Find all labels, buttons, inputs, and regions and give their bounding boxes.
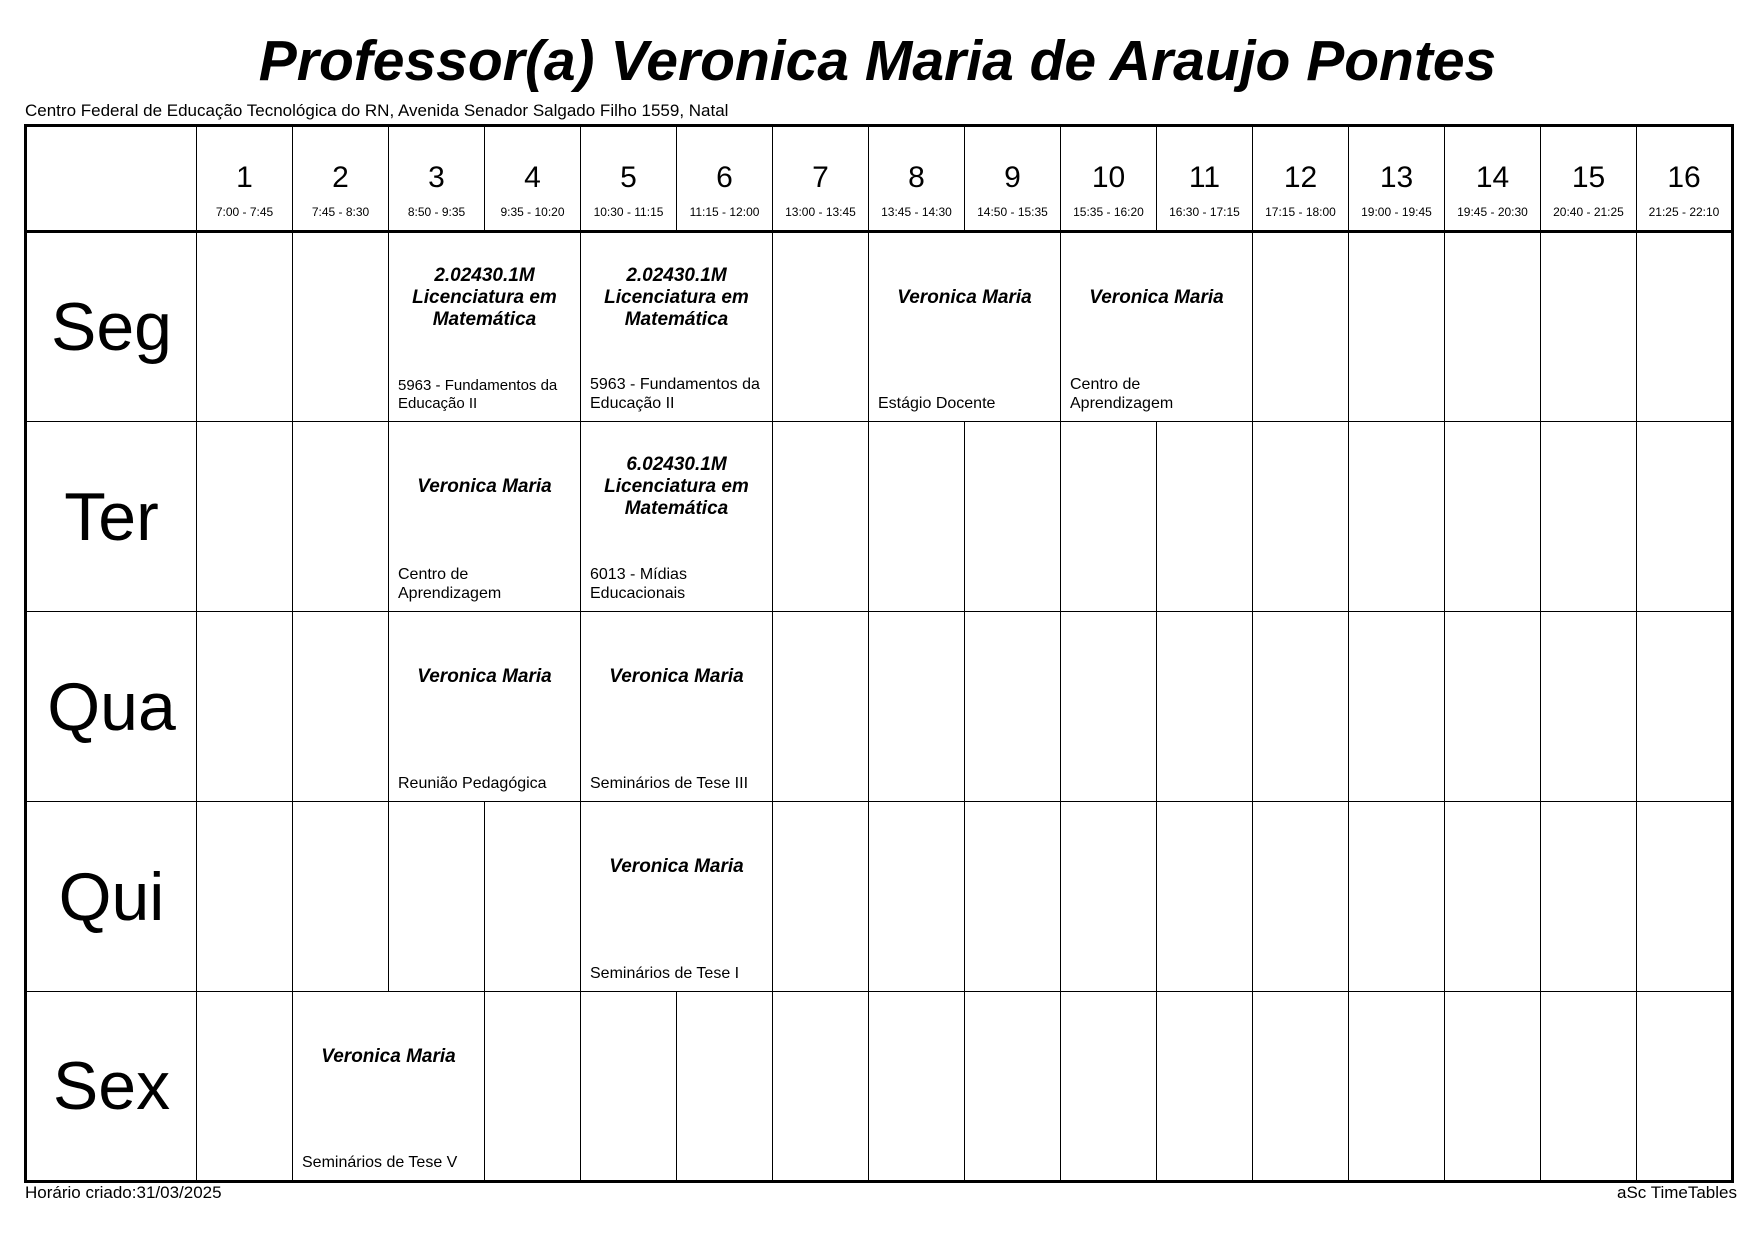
period-time: 10:30 - 11:15	[593, 205, 664, 219]
period-time: 7:00 - 7:45	[215, 205, 274, 219]
period-time: 15:35 - 16:20	[1073, 205, 1144, 219]
empty-slot	[773, 992, 869, 1182]
period-number: 2	[332, 161, 349, 194]
period-time: 19:45 - 20:30	[1457, 205, 1528, 219]
empty-slot	[677, 992, 773, 1182]
empty-slot	[965, 802, 1061, 992]
empty-slot	[1445, 992, 1541, 1182]
empty-slot	[1061, 992, 1157, 1182]
empty-slot	[1637, 422, 1733, 612]
period-time: 11:15 - 12:00	[689, 205, 760, 219]
page-title: Professor(a) Veronica Maria de Araujo Pontes	[258, 29, 1497, 93]
period-time: 7:45 - 8:30	[311, 205, 370, 219]
empty-slot	[197, 612, 293, 802]
lesson-heading-text: Veronica Maria	[417, 666, 552, 687]
period-header-7	[773, 126, 869, 232]
period-time: 16:30 - 17:15	[1169, 205, 1240, 219]
lesson-cell[interactable]	[581, 422, 773, 612]
lesson-cell[interactable]	[1061, 232, 1253, 422]
period-number: 6	[716, 161, 733, 194]
empty-slot	[1349, 802, 1445, 992]
period-number: 4	[524, 161, 541, 194]
empty-slot	[1157, 422, 1253, 612]
period-time: 13:00 - 13:45	[785, 205, 856, 219]
empty-slot	[1253, 422, 1349, 612]
empty-slot	[1541, 422, 1637, 612]
lesson-cell[interactable]	[581, 612, 773, 802]
lesson-heading-text: 6.02430.1M Licenciatura em Matemática	[604, 454, 749, 519]
empty-slot	[773, 232, 869, 422]
empty-slot	[869, 802, 965, 992]
lesson-heading	[393, 612, 576, 742]
day-label: Ter	[26, 422, 197, 612]
lesson-detail: 5963 - Fundamentos da Educação II	[398, 377, 558, 412]
period-header-9	[965, 126, 1061, 232]
period-number: 7	[812, 161, 829, 194]
period-header-11	[1157, 126, 1253, 232]
empty-slot	[293, 612, 389, 802]
empty-slot	[581, 992, 677, 1182]
empty-slot	[197, 422, 293, 612]
empty-slot	[1637, 232, 1733, 422]
day-row-qua	[26, 612, 1733, 802]
period-number: 10	[1091, 161, 1126, 194]
period-header-3	[389, 126, 485, 232]
period-time: 21:25 - 22:10	[1648, 205, 1720, 219]
period-time: 13:45 - 14:30	[881, 205, 952, 219]
lesson-heading	[585, 802, 768, 932]
empty-slot	[1541, 612, 1637, 802]
period-number: 9	[1004, 161, 1021, 194]
empty-slot	[293, 802, 389, 992]
empty-slot	[965, 612, 1061, 802]
period-header-5	[581, 126, 677, 232]
empty-slot	[965, 422, 1061, 612]
empty-slot	[869, 992, 965, 1182]
period-number: 8	[908, 161, 925, 194]
period-number: 16	[1667, 161, 1701, 194]
lesson-heading-text: Veronica Maria	[321, 1046, 456, 1067]
empty-slot	[869, 612, 965, 802]
institution-address: Centro Federal de Educação Tecnológica do RN, Avenida Senador Salgado Filho 1559, Natal	[25, 101, 729, 120]
empty-slot	[1445, 802, 1541, 992]
lesson-heading	[585, 612, 768, 742]
empty-slot	[1541, 802, 1637, 992]
lesson-detail: Seminários de Tese I	[590, 965, 740, 982]
period-header-row	[26, 126, 1733, 232]
period-number: 5	[620, 161, 637, 194]
lesson-cell[interactable]	[581, 802, 773, 992]
lesson-heading	[585, 233, 768, 363]
period-number: 1	[236, 161, 253, 194]
period-header-4	[485, 126, 581, 232]
period-time: 19:00 - 19:45	[1361, 205, 1432, 219]
lesson-heading-text: 2.02430.1M Licenciatura em Matemática	[412, 265, 557, 330]
empty-slot	[1349, 422, 1445, 612]
period-time: 14:50 - 15:35	[977, 205, 1048, 219]
day-label: Seg	[26, 232, 197, 422]
empty-slot	[1541, 232, 1637, 422]
lesson-detail: Seminários de Tese III	[590, 775, 749, 792]
lesson-detail: Centro de Aprendizagem	[1070, 376, 1174, 412]
empty-slot	[485, 802, 581, 992]
lesson-cell[interactable]	[389, 612, 581, 802]
empty-slot	[1349, 232, 1445, 422]
lesson-cell[interactable]	[389, 232, 581, 422]
lesson-heading	[873, 233, 1056, 363]
empty-slot	[1061, 802, 1157, 992]
period-header-2	[293, 126, 389, 232]
empty-slot	[293, 232, 389, 422]
period-header-13	[1349, 126, 1445, 232]
lesson-heading-text: Veronica Maria	[417, 476, 552, 497]
period-number: 12	[1283, 161, 1318, 194]
empty-slot	[1541, 992, 1637, 1182]
empty-slot	[773, 612, 869, 802]
period-header-10	[1061, 126, 1157, 232]
empty-slot	[1445, 232, 1541, 422]
corner-cell	[26, 126, 197, 232]
lesson-cell[interactable]	[389, 422, 581, 612]
empty-slot	[1445, 422, 1541, 612]
software-credit: aSc TimeTables	[1617, 1183, 1737, 1202]
period-number: 11	[1188, 161, 1221, 194]
day-label: Qui	[26, 802, 197, 992]
empty-slot	[773, 422, 869, 612]
period-header-6	[677, 126, 773, 232]
empty-slot	[1637, 612, 1733, 802]
day-row-sex	[26, 992, 1733, 1182]
empty-slot	[1637, 802, 1733, 992]
empty-slot	[1061, 612, 1157, 802]
period-header-1	[197, 126, 293, 232]
empty-slot	[197, 802, 293, 992]
lesson-heading	[585, 422, 768, 552]
empty-slot	[773, 802, 869, 992]
empty-slot	[1637, 992, 1733, 1182]
lesson-detail: Estágio Docente	[878, 395, 996, 412]
empty-slot	[485, 992, 581, 1182]
lesson-heading	[297, 992, 480, 1122]
day-label: Sex	[26, 992, 197, 1182]
lesson-cell[interactable]	[293, 992, 485, 1182]
empty-slot	[1157, 992, 1253, 1182]
lesson-heading-text: Veronica Maria	[1089, 287, 1224, 308]
empty-slot	[1445, 612, 1541, 802]
period-time: 8:50 - 9:35	[407, 205, 466, 219]
period-time: 17:15 - 18:00	[1265, 205, 1336, 219]
period-number: 13	[1379, 161, 1414, 194]
period-header-14	[1445, 126, 1541, 232]
lesson-detail: Centro de Aprendizagem	[398, 566, 502, 602]
lesson-heading-text: Veronica Maria	[609, 666, 744, 687]
period-header-8	[869, 126, 965, 232]
period-time: 20:40 - 21:25	[1553, 205, 1624, 219]
period-header-12	[1253, 126, 1349, 232]
lesson-detail: 5963 - Fundamentos da Educação II	[590, 376, 760, 412]
day-row-ter	[26, 422, 1733, 612]
empty-slot	[1157, 802, 1253, 992]
empty-slot	[1253, 992, 1349, 1182]
empty-slot	[1349, 992, 1445, 1182]
lesson-heading	[393, 233, 576, 363]
lesson-detail: 6013 - Mídias Educacionais	[590, 566, 687, 602]
empty-slot	[1061, 422, 1157, 612]
empty-slot	[1253, 612, 1349, 802]
empty-slot	[197, 232, 293, 422]
empty-slot	[293, 422, 389, 612]
empty-slot	[1157, 612, 1253, 802]
lesson-heading-text: 2.02430.1M Licenciatura em Matemática	[604, 265, 749, 330]
empty-slot	[197, 992, 293, 1182]
lesson-cell[interactable]	[581, 232, 773, 422]
lesson-heading	[393, 422, 576, 552]
period-number: 15	[1571, 161, 1606, 194]
empty-slot	[869, 422, 965, 612]
period-time: 9:35 - 10:20	[500, 205, 565, 219]
day-row-seg	[26, 232, 1733, 422]
lesson-heading	[1065, 233, 1248, 363]
lesson-detail: Reunião Pedagógica	[398, 775, 547, 792]
period-number: 3	[428, 161, 445, 194]
lesson-detail: Seminários de Tese V	[302, 1154, 458, 1171]
period-number: 14	[1475, 161, 1510, 194]
lesson-heading-text: Veronica Maria	[609, 856, 744, 877]
empty-slot	[389, 802, 485, 992]
day-row-qui	[26, 802, 1733, 992]
empty-slot	[1253, 232, 1349, 422]
lesson-cell[interactable]	[869, 232, 1061, 422]
lesson-heading-text: Veronica Maria	[897, 287, 1032, 308]
period-header-15	[1541, 126, 1637, 232]
day-label: Qua	[26, 612, 197, 802]
empty-slot	[1349, 612, 1445, 802]
period-header-16	[1637, 126, 1733, 232]
timetable-grid	[24, 124, 1734, 1183]
created-date: Horário criado:31/03/2025	[25, 1183, 222, 1202]
empty-slot	[965, 992, 1061, 1182]
empty-slot	[1253, 802, 1349, 992]
